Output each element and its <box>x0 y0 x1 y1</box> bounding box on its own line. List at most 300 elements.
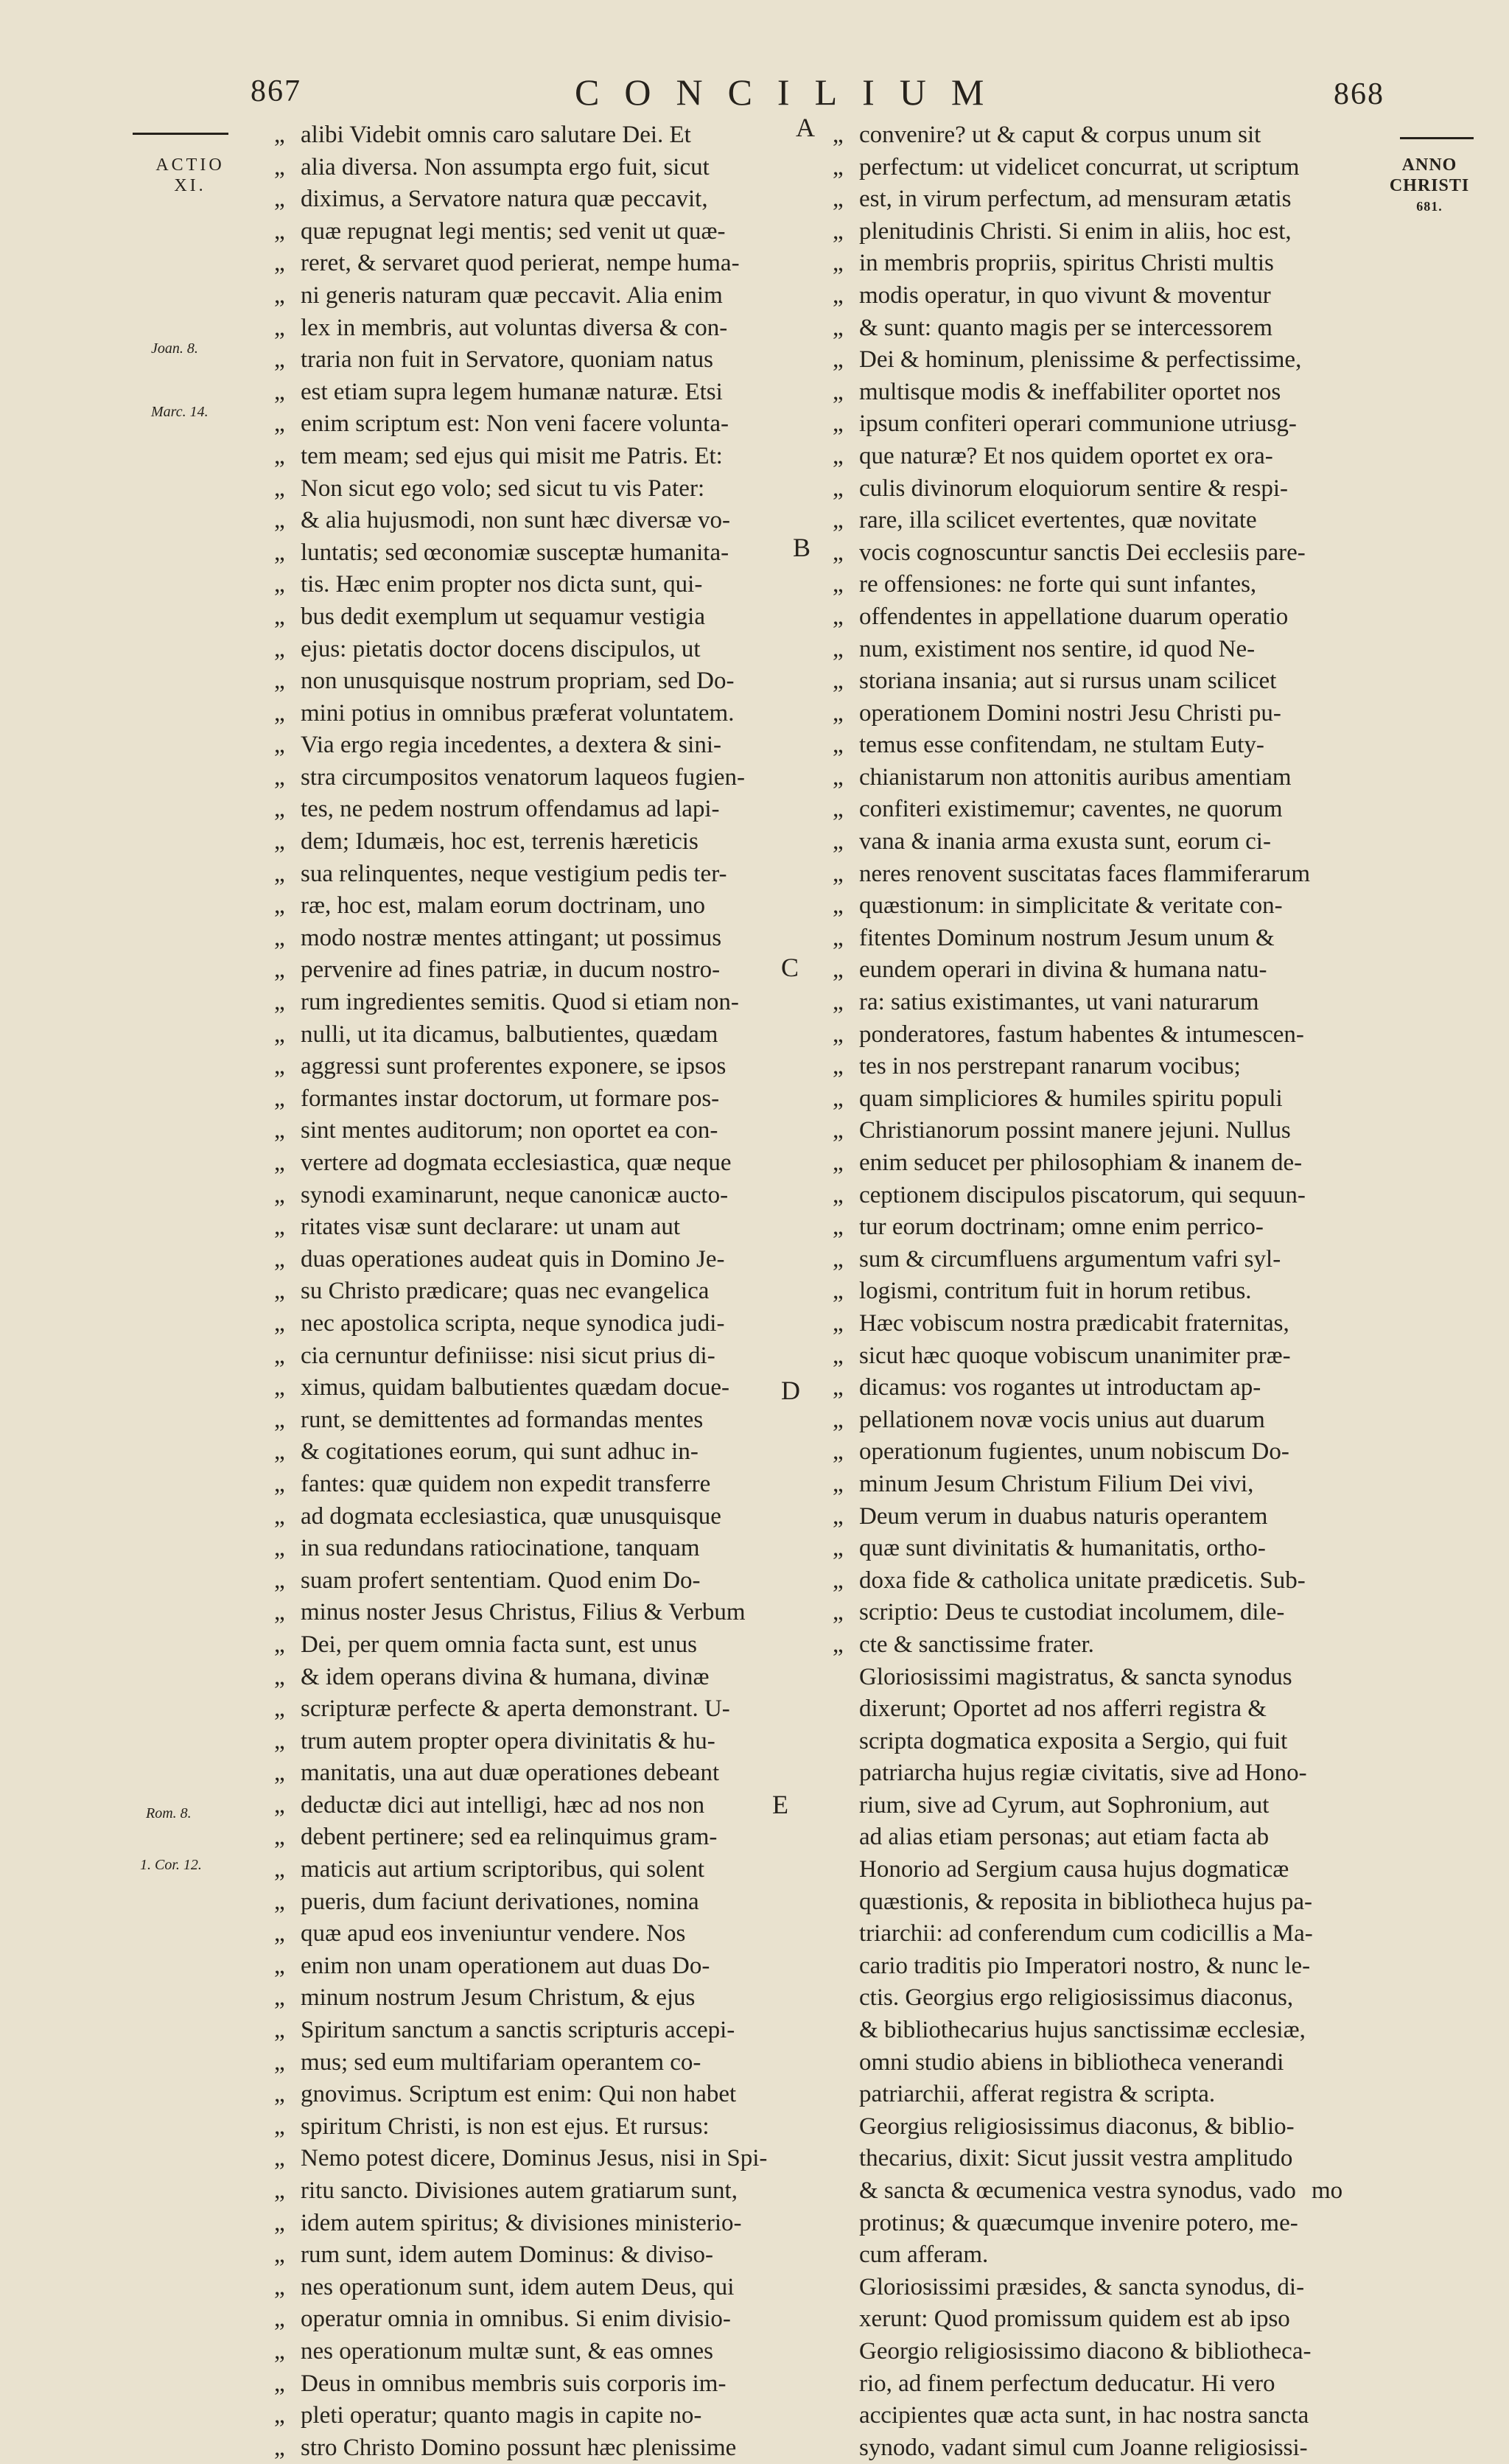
text-line <box>274 1051 775 1083</box>
text-line <box>274 1275 775 1308</box>
text-line <box>274 2208 775 2240</box>
text-line <box>274 2111 775 2143</box>
margin-ref: Marc. 14. <box>151 404 209 420</box>
text-line <box>833 2400 1354 2432</box>
text-line <box>833 1790 1354 1822</box>
quote-mark: „ <box>833 989 844 1016</box>
line-text: Honorio ad Sergium causa hujus dogmaticæ <box>859 1856 1289 1883</box>
text-line <box>833 183 1354 216</box>
line-text: ctis. Georgius ergo religiosissimus diaconus, <box>859 1984 1294 2012</box>
quote-mark: „ <box>274 539 285 566</box>
text-line <box>833 1147 1354 1180</box>
text-line <box>833 152 1354 184</box>
quote-mark: „ <box>833 1502 844 1530</box>
text-line <box>833 634 1354 666</box>
line-text: quæstionum: in simplicitate & veritate con- <box>859 892 1283 920</box>
line-text: neres renovent suscitatas faces flammiferarum <box>859 860 1311 887</box>
quote-mark: „ <box>274 1374 285 1401</box>
quote-mark: „ <box>833 410 844 438</box>
text-line <box>274 1019 775 1051</box>
line-text: fitentes Dominum nostrum Jesum unum & <box>859 924 1275 951</box>
line-text: rum ingredientes semitis. Quod si etiam non- <box>301 989 739 1016</box>
line-text: scriptio: Deus te custodiat incolumem, dile- <box>859 1599 1285 1626</box>
line-text: rium, sive ad Cyrum, aut Sophronium, aut <box>859 1791 1270 1819</box>
text-line <box>833 2047 1354 2079</box>
text-line <box>833 312 1354 345</box>
line-text: ponderatores, fastum habentes & intumescen- <box>859 1021 1304 1048</box>
line-text: & bibliothecarius hujus sanctissimæ ecclesiæ, <box>859 2017 1306 2044</box>
quote-mark: „ <box>833 956 844 984</box>
line-text: ra: satius existimantes, ut vani naturarum <box>859 989 1259 1016</box>
quote-mark: „ <box>274 1021 285 1048</box>
quote-mark: „ <box>833 635 844 662</box>
line-text: culis divinorum eloquiorum sentire & respi- <box>859 475 1288 502</box>
quote-mark: „ <box>274 346 285 374</box>
quote-mark: „ <box>274 1760 285 1787</box>
quote-mark: „ <box>274 1214 285 1241</box>
text-line <box>833 2239 1354 2272</box>
left-margin-heading-line2: XI. <box>174 176 206 195</box>
text-line <box>833 1115 1354 1147</box>
page-number-right: 868 <box>1334 77 1384 111</box>
quote-mark: „ <box>833 892 844 920</box>
left-text-column <box>274 119 775 2464</box>
quote-mark: „ <box>833 153 844 181</box>
line-text: modo nostræ mentes attingant; ut possimus <box>301 924 722 951</box>
quote-mark: „ <box>274 153 285 181</box>
text-line <box>274 634 775 666</box>
text-line <box>833 1404 1354 1437</box>
quote-mark: „ <box>833 1470 844 1497</box>
quote-mark: „ <box>833 281 844 309</box>
text-line <box>274 601 775 634</box>
text-line <box>274 1693 775 1726</box>
text-line <box>833 987 1354 1019</box>
quote-mark: „ <box>833 442 844 469</box>
quote-mark: „ <box>833 1535 844 1562</box>
text-line <box>274 1244 775 1276</box>
text-line <box>833 1019 1354 1051</box>
margin-ref: 1. Cor. 12. <box>140 1857 202 1873</box>
text-line <box>833 858 1354 891</box>
line-text: triarchii: ad conferendum cum codicillis a Ma- <box>859 1920 1313 1947</box>
text-line <box>833 1565 1354 1597</box>
line-text: debent pertinere; sed ea relinquimus gram- <box>301 1824 718 1851</box>
line-text: temus esse confitendam, ne stultam Euty- <box>859 732 1264 759</box>
quote-mark: „ <box>274 475 285 502</box>
right-margin-heading-line3: 681. <box>1416 199 1443 214</box>
quote-mark: „ <box>274 956 285 984</box>
line-text: xerunt: Quod promissum quidem est ab ipso <box>859 2306 1290 2333</box>
line-text: dixerunt; Oportet ad nos afferri registra & <box>859 1695 1267 1723</box>
text-line <box>274 1629 775 1662</box>
text-line <box>274 954 775 987</box>
line-text: tes, ne pedem nostrum offendamus ad lapi- <box>301 796 720 823</box>
quote-mark: „ <box>833 828 844 855</box>
text-line <box>833 1372 1354 1404</box>
text-line <box>833 377 1354 409</box>
quote-mark: „ <box>274 2306 285 2333</box>
line-text: re offensiones: ne forte qui sunt infantes, <box>859 571 1257 598</box>
quote-mark: „ <box>833 217 844 245</box>
quote-mark: „ <box>274 571 285 598</box>
line-text: rum sunt, idem autem Dominus: & diviso- <box>301 2241 714 2269</box>
text-line <box>833 698 1354 730</box>
line-text: mini potius in omnibus præferat voluntatem. <box>301 699 735 727</box>
quote-mark: „ <box>833 314 844 341</box>
text-line <box>833 1950 1354 1983</box>
quote-mark: „ <box>833 1374 844 1401</box>
text-line <box>833 1854 1354 1886</box>
text-line <box>274 1790 775 1822</box>
right-text-column <box>833 119 1354 2464</box>
quote-mark: „ <box>274 989 285 1016</box>
text-line <box>833 1051 1354 1083</box>
section-letter-b: B <box>793 533 811 562</box>
text-line <box>833 2432 1354 2464</box>
text-line <box>274 665 775 698</box>
quote-mark: „ <box>833 924 844 951</box>
text-line <box>833 1821 1354 1854</box>
text-line <box>833 2111 1354 2143</box>
line-text: & idem operans divina & humana, divinæ <box>301 1663 710 1690</box>
text-line <box>833 2208 1354 2240</box>
text-line <box>274 569 775 601</box>
line-text: stro Christo Domino possunt hæc plenissime <box>301 2434 737 2461</box>
line-text: operatur omnia in omnibus. Si enim divisio- <box>301 2306 731 2333</box>
quote-mark: „ <box>833 1567 844 1594</box>
line-text: patriarchii, afferat registra & scripta. <box>859 2081 1216 2108</box>
text-line <box>833 1726 1354 1758</box>
text-line <box>833 2015 1354 2047</box>
text-line <box>833 1083 1354 1116</box>
text-line <box>274 2239 775 2272</box>
quote-mark: „ <box>274 796 285 823</box>
quote-mark: „ <box>274 250 285 277</box>
line-text: Non sicut ego volo; sed sicut tu vis Pater: <box>301 475 705 502</box>
quote-mark: „ <box>274 1117 285 1144</box>
line-text: protinus; & quæcumque invenire potero, me- <box>859 2209 1298 2236</box>
text-line <box>274 312 775 345</box>
quote-mark: „ <box>274 635 285 662</box>
text-line <box>833 408 1354 441</box>
line-text: multisque modis & ineffabiliter oportet nos <box>859 378 1281 405</box>
text-line <box>833 890 1354 923</box>
quote-mark: „ <box>274 1791 285 1819</box>
line-text: Spiritum sanctum a sanctis scripturis accepi- <box>301 2017 735 2044</box>
text-line <box>833 1469 1354 1501</box>
line-text: diximus, a Servatore natura quæ peccavit, <box>301 186 708 213</box>
line-text: enim scriptum est: Non veni facere volunta- <box>301 410 729 438</box>
line-text: ipsum confiteri operari communione utriusg- <box>859 410 1297 438</box>
text-line <box>274 762 775 794</box>
quote-mark: „ <box>274 1663 285 1690</box>
text-line <box>274 2047 775 2079</box>
line-text: cario traditis pio Imperatori nostro, & nunc le- <box>859 1952 1311 1979</box>
quote-mark: „ <box>274 1085 285 1112</box>
text-line <box>274 826 775 858</box>
quote-mark: „ <box>274 1888 285 1915</box>
quote-mark: „ <box>833 1214 844 1241</box>
text-line <box>833 1533 1354 1565</box>
line-text: confiteri existimemur; caventes, ne quorum <box>859 796 1283 823</box>
line-text: convenire? ut & caput & corpus unum sit <box>859 122 1261 148</box>
line-text: cia cernuntur definiisse: nisi sicut prius di- <box>301 1342 715 1369</box>
text-line <box>833 1597 1354 1629</box>
text-line <box>833 1244 1354 1276</box>
text-line <box>274 1854 775 1886</box>
quote-mark: „ <box>274 828 285 855</box>
quote-mark: „ <box>833 571 844 598</box>
text-line <box>833 1757 1354 1790</box>
line-text: scripta dogmatica exposita a Sergio, qui fuit <box>859 1727 1288 1754</box>
line-text: storiana insania; aut si rursus unam scilicet <box>859 668 1277 695</box>
text-line <box>274 505 775 537</box>
text-line <box>274 1340 775 1373</box>
text-line <box>833 2303 1354 2336</box>
line-text: Christianorum possint manere jejuni. Nullus <box>859 1117 1291 1144</box>
line-text: alia diversa. Non assumpta ergo fuit, sicut <box>301 153 710 181</box>
line-text: alibi Videbit omnis caro salutare Dei. Et <box>301 122 691 148</box>
text-line <box>274 2432 775 2464</box>
quote-mark: „ <box>833 475 844 502</box>
text-line <box>833 2143 1354 2175</box>
text-line <box>833 923 1354 955</box>
quote-mark: „ <box>833 1181 844 1208</box>
quote-mark: „ <box>274 1824 285 1851</box>
text-line <box>274 1404 775 1437</box>
line-text: dicamus: vos rogantes ut introductam ap- <box>859 1374 1261 1401</box>
quote-mark: „ <box>274 2081 285 2108</box>
quote-mark: „ <box>833 1406 844 1433</box>
text-line <box>833 1275 1354 1308</box>
line-text: tem meam; sed ejus qui misit me Patris. Et: <box>301 442 723 469</box>
line-text: stra circumpositos venatorum laqueos fugien- <box>301 763 746 791</box>
text-line <box>833 1436 1354 1469</box>
text-line <box>274 344 775 377</box>
left-margin-heading-line1: ACTIO <box>155 155 225 175</box>
quote-mark: „ <box>274 732 285 759</box>
quote-mark: „ <box>833 1245 844 1273</box>
text-line <box>833 2336 1354 2368</box>
quote-mark: „ <box>274 2113 285 2140</box>
text-line <box>274 377 775 409</box>
quote-mark: „ <box>833 1085 844 1112</box>
quote-mark: „ <box>274 763 285 791</box>
line-text: plenitudinis Christi. Si enim in aliis, hoc est, <box>859 217 1292 245</box>
text-line <box>833 2175 1354 2208</box>
text-line <box>274 1083 775 1116</box>
page-number-left: 867 <box>251 74 301 108</box>
quote-mark: „ <box>274 1727 285 1754</box>
line-text: & sunt: quanto magis per se intercessorem <box>859 314 1272 341</box>
quote-mark: „ <box>833 796 844 823</box>
quote-mark: „ <box>833 1021 844 1048</box>
line-text: tur eorum doctrinam; omne enim perrico- <box>859 1214 1264 1241</box>
line-text: su Christo prædicare; quas nec evangelica <box>301 1278 710 1305</box>
quote-mark: „ <box>833 507 844 534</box>
line-text: modis operatur, in quo vivunt & moventur <box>859 281 1271 309</box>
line-text: traria non fuit in Servatore, quoniam natus <box>301 346 713 374</box>
quote-mark: „ <box>274 1920 285 1947</box>
text-line <box>274 794 775 826</box>
quote-mark: „ <box>274 1149 285 1176</box>
text-line <box>833 826 1354 858</box>
quote-mark: „ <box>274 1599 285 1626</box>
text-line <box>833 2272 1354 2304</box>
text-line <box>833 344 1354 377</box>
text-line <box>833 1693 1354 1726</box>
text-line <box>833 280 1354 312</box>
text-line <box>274 2400 775 2432</box>
text-line <box>833 537 1354 570</box>
line-text: nulli, ut ita dicamus, balbutientes, quædam <box>301 1021 718 1048</box>
text-line <box>274 537 775 570</box>
line-text: luntatis; sed œconomiæ susceptæ humanita- <box>301 539 729 566</box>
line-text: pleti operatur; quanto magis in capite no- <box>301 2402 702 2429</box>
line-text: minus noster Jesus Christus, Filius & Verbum <box>301 1599 746 1626</box>
line-text: sicut hæc quoque vobiscum unanimiter præ- <box>859 1342 1291 1369</box>
line-text: ceptionem discipulos piscatorum, qui sequun- <box>859 1181 1306 1208</box>
quote-mark: „ <box>833 1053 844 1080</box>
text-line <box>274 152 775 184</box>
text-line <box>274 280 775 312</box>
line-text: pueris, dum faciunt derivationes, nomina <box>301 1888 699 1915</box>
text-line <box>833 441 1354 473</box>
quote-mark: „ <box>274 668 285 695</box>
line-text: ritates visæ sunt declarare: ut unam aut <box>301 1214 681 1241</box>
text-line <box>274 1533 775 1565</box>
line-text: Deus in omnibus membris suis corporis im- <box>301 2370 727 2397</box>
text-line <box>833 505 1354 537</box>
text-line <box>274 2175 775 2208</box>
text-line <box>274 890 775 923</box>
text-line <box>274 1308 775 1340</box>
quote-mark: „ <box>274 1567 285 1594</box>
text-line <box>274 923 775 955</box>
line-text: minum nostrum Jesum Christum, & ejus <box>301 1984 696 2012</box>
right-margin-rule <box>1400 137 1474 139</box>
text-line <box>274 119 775 152</box>
quote-mark: „ <box>274 1309 285 1337</box>
quote-mark: „ <box>833 1117 844 1144</box>
quote-mark: „ <box>274 1502 285 1530</box>
text-line <box>274 1918 775 1950</box>
line-text: accipientes quæ acta sunt, in hac nostra sancta <box>859 2402 1309 2429</box>
quote-mark: „ <box>833 1631 844 1658</box>
text-line <box>274 698 775 730</box>
line-text: Georgius religiosissimus diaconus, & biblio- <box>859 2113 1295 2140</box>
line-text: enim non unam operationem aut duas Do- <box>301 1952 710 1979</box>
quote-mark: „ <box>274 378 285 405</box>
line-text: doxa fide & catholica unitate prædicetis. Sub- <box>859 1567 1306 1594</box>
line-text: nec apostolica scripta, neque synodica judi- <box>301 1309 725 1337</box>
line-text: nes operationum sunt, idem autem Deus, qui <box>301 2273 735 2300</box>
quote-mark: „ <box>833 378 844 405</box>
text-line <box>274 1597 775 1629</box>
line-text: synodo, vadant simul cum Joanne religiosissi- <box>859 2434 1308 2461</box>
margin-ref: Rom. 8. <box>146 1805 192 1821</box>
quote-mark: „ <box>833 1438 844 1466</box>
text-line <box>274 248 775 280</box>
text-line <box>274 473 775 505</box>
quote-mark: „ <box>274 2048 285 2076</box>
line-text: mus; sed eum multifariam operantem co- <box>301 2048 701 2076</box>
left-margin-rule <box>133 133 228 135</box>
right-margin-heading-line1: ANNO <box>1401 155 1457 175</box>
line-text: aggressi sunt proferentes exponere, se ipsos <box>301 1053 727 1080</box>
running-title: CONCILIUM <box>575 71 1009 113</box>
line-text: Gloriosissimi præsides, & sancta synodus, di- <box>859 2273 1305 2300</box>
line-text: vana & inania arma exusta sunt, eorum ci- <box>859 828 1271 855</box>
line-text: Dei, per quem omnia facta sunt, est unus <box>301 1631 697 1658</box>
line-text: ad alias etiam personas; aut etiam facta ab <box>859 1824 1270 1851</box>
line-text: num, existiment nos sentire, id quod Ne- <box>859 635 1256 662</box>
line-text: cte & sanctissime frater. <box>859 1631 1094 1658</box>
quote-mark: „ <box>274 442 285 469</box>
line-text: offendentes in appellatione duarum operatio <box>859 603 1289 630</box>
text-line <box>833 1918 1354 1950</box>
line-text: Gloriosissimi magistratus, & sancta synodus <box>859 1663 1292 1690</box>
line-text: quæ apud eos inveniuntur vendere. Nos <box>301 1920 686 1947</box>
line-text: trum autem propter opera divinitatis & hu- <box>301 1727 715 1754</box>
line-text: quam simpliciores & humiles spiritu populi <box>859 1085 1283 1112</box>
text-line <box>274 1726 775 1758</box>
line-text: Via ergo regia incedentes, a dextera & sini- <box>301 732 722 759</box>
quote-mark: „ <box>274 892 285 920</box>
text-line <box>274 2336 775 2368</box>
text-line <box>274 1115 775 1147</box>
text-line <box>274 1436 775 1469</box>
line-text: perfectum: ut videlicet concurrat, ut scriptum <box>859 153 1300 181</box>
line-text: sua relinquentes, neque vestigium pedis ter- <box>301 860 727 887</box>
quote-mark: „ <box>274 1438 285 1466</box>
quote-mark: „ <box>274 1181 285 1208</box>
line-text: nes operationum multæ sunt, & eas omnes <box>301 2337 714 2365</box>
text-line <box>833 762 1354 794</box>
line-text: que naturæ? Et nos quidem oportet ex ora- <box>859 442 1273 469</box>
line-text: ejus: pietatis doctor docens discipulos, ut <box>301 635 701 662</box>
quote-mark: „ <box>274 860 285 887</box>
quote-mark: „ <box>833 603 844 630</box>
text-line <box>274 1372 775 1404</box>
text-line <box>274 1821 775 1854</box>
text-line <box>833 665 1354 698</box>
line-text: in sua redundans ratiocinatione, tanquam <box>301 1535 700 1562</box>
quote-mark: „ <box>274 1984 285 2012</box>
text-line <box>274 1757 775 1790</box>
text-line <box>833 119 1354 152</box>
quote-mark: „ <box>274 2177 285 2204</box>
quote-mark: „ <box>274 2241 285 2269</box>
line-text: quæ sunt divinitatis & humanitatis, ortho- <box>859 1535 1266 1562</box>
quote-mark: „ <box>833 668 844 695</box>
line-text: in membris propriis, spiritus Christi multis <box>859 250 1274 277</box>
line-text: suam profert sententiam. Quod enim Do- <box>301 1567 701 1594</box>
text-line <box>833 1308 1354 1340</box>
text-line <box>274 1886 775 1919</box>
line-text: dem; Idumæis, hoc est, terrenis hæreticis <box>301 828 699 855</box>
text-line <box>274 1147 775 1180</box>
text-line <box>274 1180 775 1212</box>
line-text: pervenire ad fines patriæ, in ducum nostro- <box>301 956 721 984</box>
line-text: est, in virum perfectum, ad mensuram ætatis <box>859 186 1292 213</box>
text-line <box>274 1982 775 2015</box>
line-text: pellationem novæ vocis unius aut duarum <box>859 1406 1265 1433</box>
line-text: Deum verum in duabus naturis operantem <box>859 1502 1268 1530</box>
quote-mark: „ <box>274 603 285 630</box>
line-text: synodi examinarunt, neque canonicæ aucto- <box>301 1181 729 1208</box>
